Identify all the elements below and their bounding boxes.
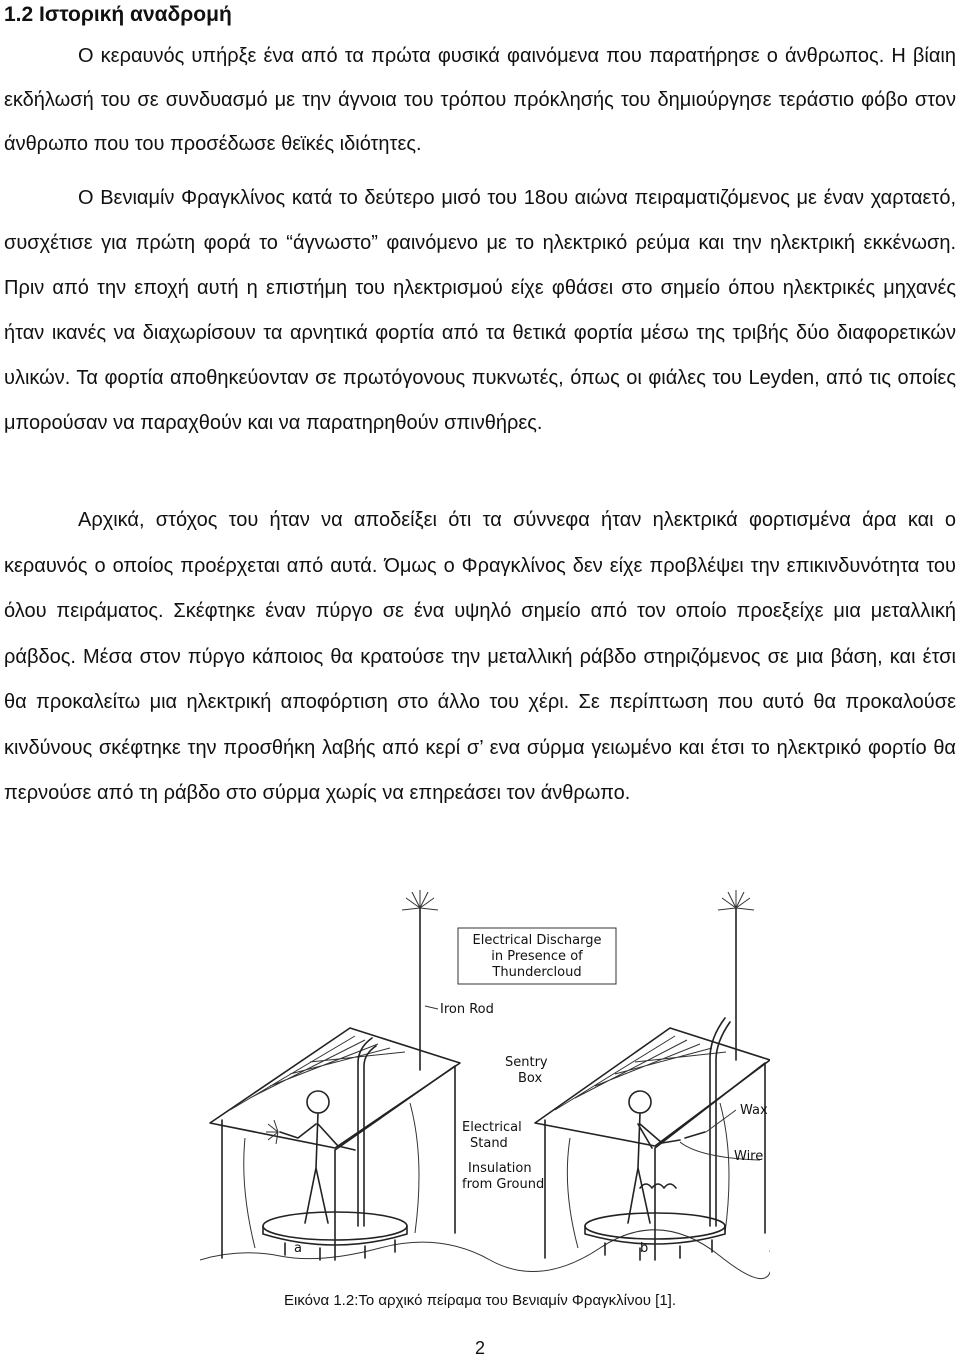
label-sentry-2: Box — [518, 1071, 543, 1086]
person-body-b — [628, 1113, 680, 1223]
ground-coil-b — [640, 1184, 676, 1188]
label-insulation-2: from Ground — [462, 1177, 545, 1192]
discharge-burst-a — [402, 890, 438, 910]
label-insulation-1: Insulation — [468, 1161, 532, 1176]
insulator-feet-b — [605, 1240, 712, 1260]
label-wire: Wire — [734, 1149, 764, 1164]
page-number: 2 — [474, 1338, 485, 1358]
label-discharge-1: Electrical Discharge — [472, 933, 602, 948]
person-head-b — [629, 1091, 651, 1113]
walls-a — [222, 1066, 455, 1260]
label-iron-rod: Iron Rod — [440, 1002, 494, 1017]
sentry-box-b — [535, 1018, 770, 1260]
label-stand-2: Stand — [470, 1136, 508, 1151]
paragraph-franklin-kite: Ο Βενιαμίν Φραγκλίνος κατά το δεύτερο μισό του 18ου αιώνα πειραματιζόμενος με έναν χαρταετό, συσχέτισε για πρώτη φορά το “άγνωστο” φαινόμενο με το ηλεκτρικό ρεύμα και την ηλεκτρική εκκένωση. Πριν από την εποχή αυτή η επιστήμη του ηλεκτρισμού είχε φθάσει στο σημείο όπου ηλεκτρικές μηχανές ήταν ικανές να διαχωρίσουν τα αρνητικά φορτία από τα θετικά φορτία μέσω της τριβής δύο διαφορετικών υλικών. Τα φορτία αποθηκεύονταν σε πρωτόγονους πυκνωτές, όπως οι φιάλες του Leyden, από τις οποίες μπορούσαν να παραχθούν και να παρατηρηθούν σπινθήρες. — [4, 187, 956, 434]
franklin-experiment-illustration — [200, 888, 770, 1280]
person-head-a — [307, 1091, 329, 1113]
paragraph-sentry-box-experiment: Αρχικά, στόχος του ήταν να αποδείξει ότι τα σύννεφα ήταν ηλεκτρικά φορτισμένα άρα και ο κεραυνός ο οποίος προέρχεται από αυτά. Όμως ο Φραγκλίνος δεν είχε προβλέψει την επικινδυνότητα του όλου πειράματος. Σκέφτηκε έναν πύργο σε ένα υψηλό σημείο από τον οποίο προεξείχε μια μεταλλική ράβδος. Μέσα στον πύργο κάποιος θα κρατούσε την μεταλλική ράβδο στηριζόμενος σε μια βάση, και έτσι θα προκαλείτω μια ηλεκτρική αποφόρτιση στο άλλο του χέρι. Σε περίπτωση που αυτό θα προκαλούσε κινδύνους σκέφτηκε την προσθήκη λαβής από κερί σ’ ενα σύρμα γειωμένο και έτσι το ηλεκτρικό φορτίο θα περνούσε από τη ράβδο στο σύρμα χωρίς να επηρεάσει τον άνθρωπο. — [4, 509, 956, 804]
label-sentry-1: Sentry — [505, 1055, 548, 1070]
label-stand-1: Electrical — [462, 1120, 522, 1135]
label-panel-b: b — [640, 1241, 649, 1256]
person-body-a — [280, 1113, 355, 1223]
label-wax: Wax — [740, 1103, 768, 1118]
section-heading: 1.2 Ιστορική αναδρομή — [4, 3, 232, 26]
experiment-sketch — [200, 888, 770, 1280]
label-discharge-3: Thundercloud — [492, 965, 582, 980]
discharge-burst-b — [718, 890, 754, 910]
paragraph-intro: Ο κεραυνός υπήρξε ένα από τα πρώτα φυσικά φαινόμενα που παρατήρησε ο άνθρωπος. Η βίαιη εκδήλωσή του σε συνδυασμό με την άγνοια του τρόπου πρόκλησής του δημιούργησε τεράστιο φόβο στον άνθρωπο που του προσέδωσε θεϊκές ιδιότητες. — [4, 45, 956, 155]
sentry-box-a — [210, 1028, 460, 1260]
sparks-a — [266, 1120, 278, 1144]
label-discharge-2: in Presence of — [491, 949, 583, 964]
figure-caption: Εικόνα 1.2:Το αρχικό πείραμα του Βενιαμίν Φραγκλίνου [1]. — [284, 1292, 676, 1309]
label-panel-a: a — [294, 1241, 302, 1256]
wax-handle — [685, 1132, 705, 1138]
